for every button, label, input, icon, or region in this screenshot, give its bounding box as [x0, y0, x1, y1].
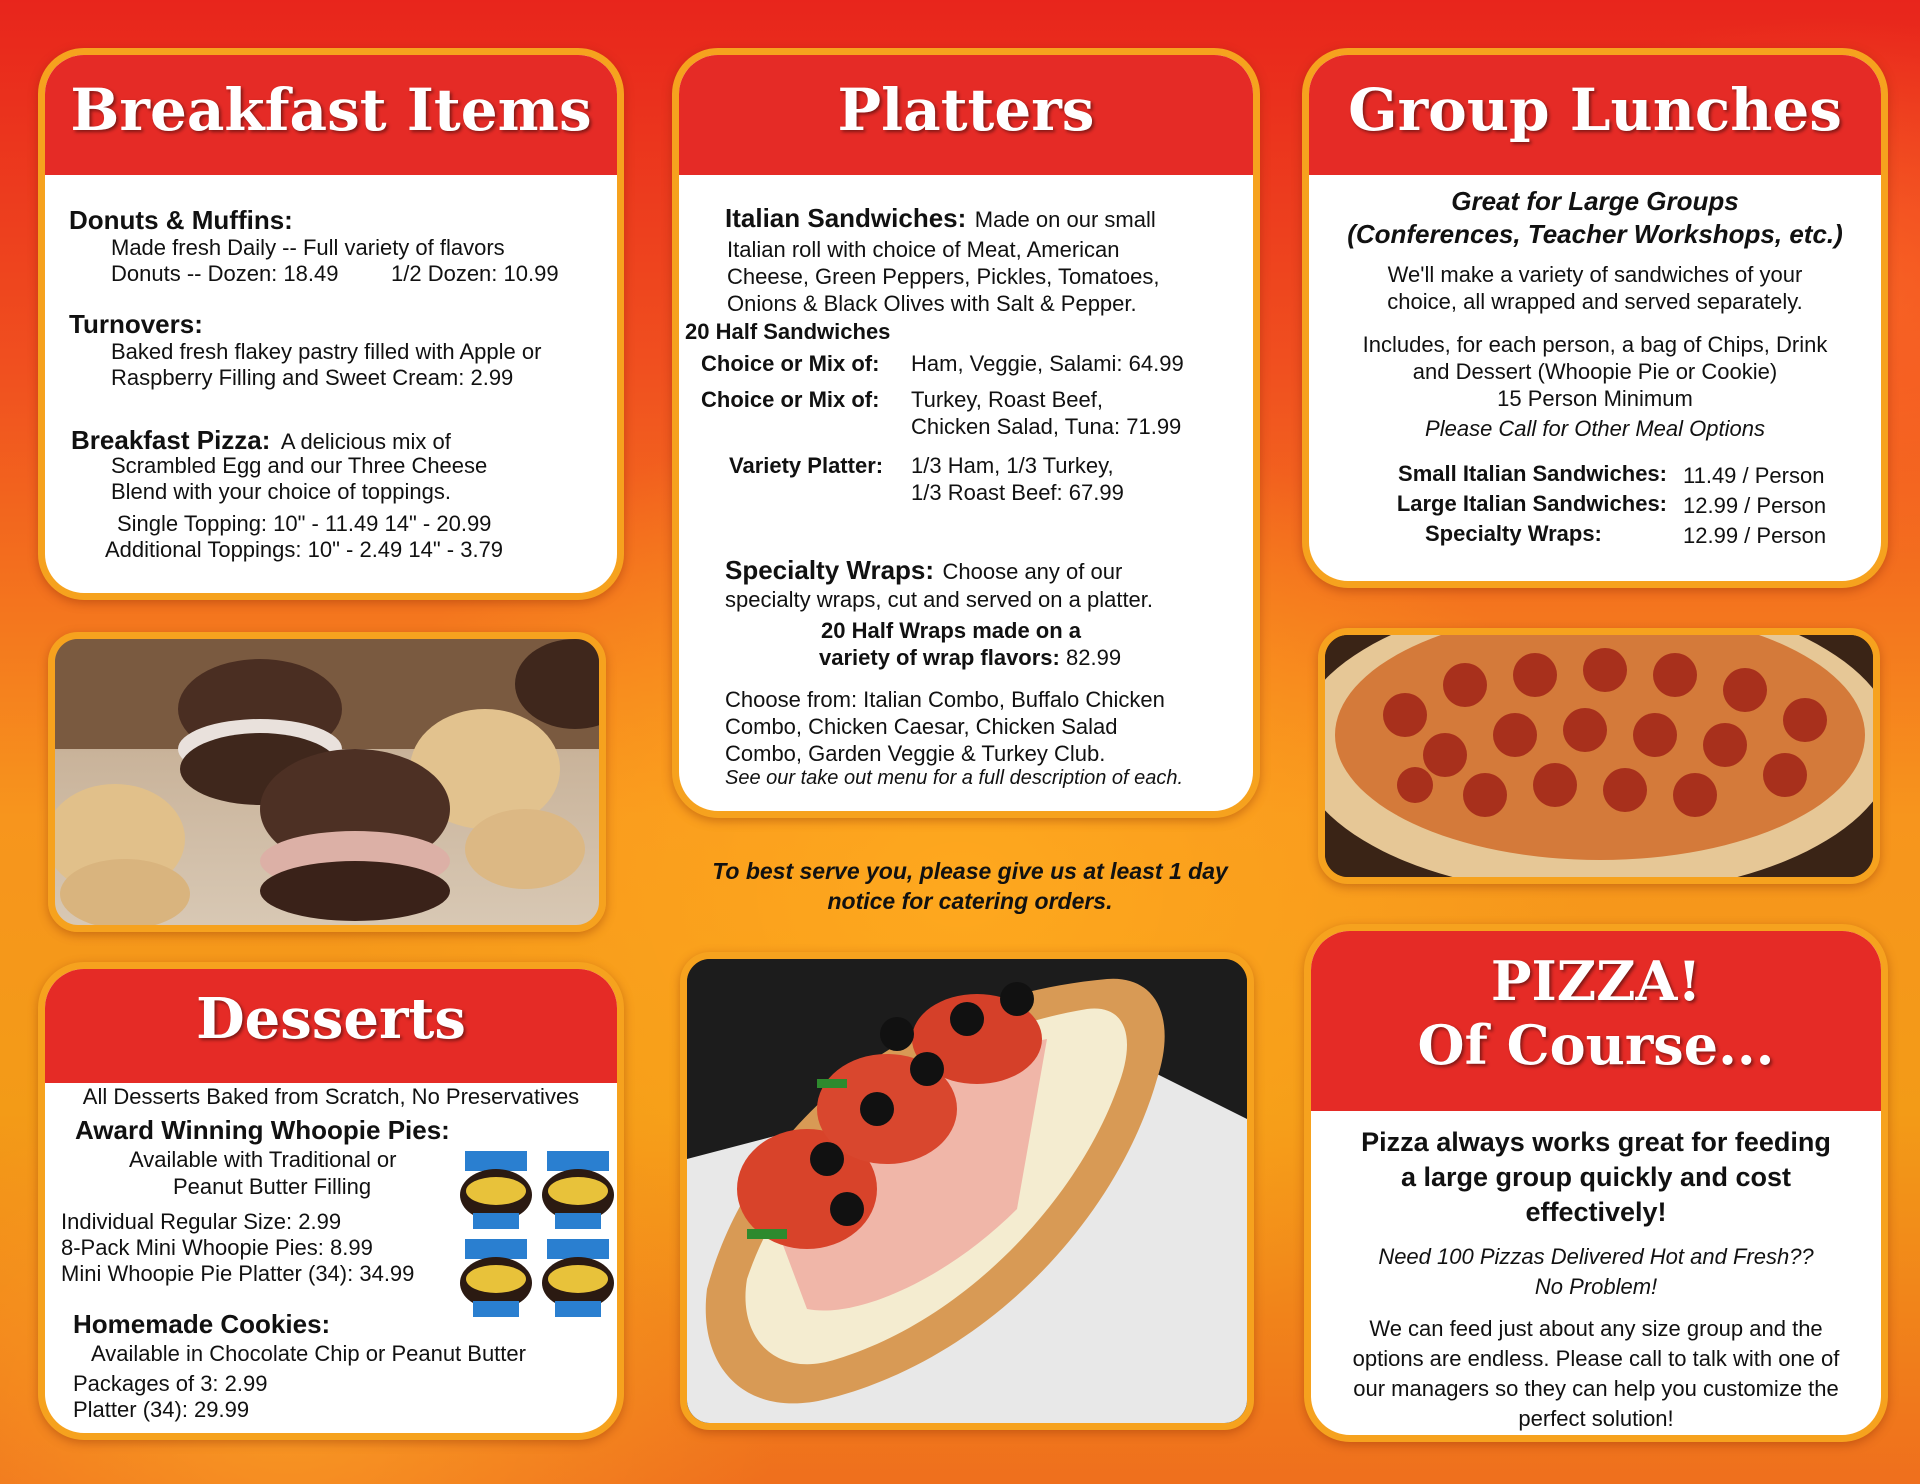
choice1-value: Ham, Veggie, Salami: 64.99 [911, 351, 1184, 376]
italian-line4: Onions & Black Olives with Salt & Pepper. [727, 291, 1137, 316]
choice2-value2: Chicken Salad, Tuna: 71.99 [911, 414, 1182, 439]
breakfast-title: Breakfast Items [45, 55, 617, 175]
group-price-value-1: 12.99 / Person [1683, 493, 1827, 518]
breakfast-pizza-line3: Blend with your choice of toppings. [111, 479, 451, 504]
group-desc1: We'll make a variety of sandwiches of your [1387, 262, 1803, 287]
italian-line2: Italian roll with choice of Meat, American [727, 237, 1120, 262]
whoopie-price2: 8-Pack Mini Whoopie Pies: 8.99 [61, 1235, 373, 1260]
wraps-bold2: variety of wrap flavors: [819, 645, 1060, 670]
sandwich-photo [680, 952, 1254, 1430]
platters-title: Platters [679, 55, 1253, 175]
pizza-bold2: a large group quickly and cost [1400, 1162, 1792, 1192]
variety-value1: 1/3 Ham, 1/3 Turkey, [911, 453, 1114, 478]
sandwich-illustration [687, 959, 1247, 1423]
wraps-price-line [819, 645, 1121, 671]
whoopie-line2: Peanut Butter Filling [173, 1174, 372, 1199]
whoopie-festival-badge [541, 1151, 615, 1231]
cookies-heading: Homemade Cookies: [73, 1309, 331, 1339]
catering-notice-line2: notice for catering orders. [827, 888, 1113, 914]
whoopie-festival-badge [541, 1239, 615, 1319]
donuts-half-dozen-price: 1/2 Dozen: 10.99 [391, 261, 559, 286]
breakfast-pizza-heading: Breakfast Pizza: [71, 425, 271, 455]
cookies-illustration [55, 639, 599, 925]
wraps-bold1: 20 Half Wraps made on a [821, 618, 1082, 643]
pizza-title [1311, 931, 1881, 1111]
group-subtitle1: Great for Large Groups [1451, 186, 1739, 216]
group-subtitle2: (Conferences, Teacher Workshops, etc.) [1347, 219, 1843, 249]
pizza-bold3: effectively! [1525, 1197, 1667, 1227]
breakfast-pizza-line2: Scrambled Egg and our Three Cheese [111, 453, 488, 478]
half-sandwiches-heading: 20 Half Sandwiches [685, 319, 891, 344]
desserts-panel [38, 962, 624, 1440]
wraps-intro [725, 555, 1122, 586]
turnovers-line2: Raspberry Filling and Sweet Cream: 2.99 [111, 365, 514, 390]
breakfast-panel [38, 48, 624, 600]
breakfast-pizza-single-price: Single Topping: 10" - 11.49 14" - 20.99 [117, 511, 492, 536]
pizza-body1: We can feed just about any size group and the [1369, 1316, 1823, 1341]
pizza-title1: PIZZA! [1490, 949, 1702, 1013]
pizza-body4: perfect solution! [1518, 1406, 1674, 1431]
variety-label: Variety Platter: [729, 453, 884, 478]
group-incl2: and Dessert (Whoopie Pie or Cookie) [1412, 359, 1778, 384]
italian-heading: Italian Sandwiches: [725, 203, 967, 233]
desserts-title: Desserts [45, 969, 617, 1083]
desserts-intro: All Desserts Baked from Scratch, No Preservatives [82, 1084, 580, 1109]
choose-line2: Combo, Chicken Caesar, Chicken Salad [725, 714, 1118, 739]
pizza-ital1: Need 100 Pizzas Delivered Hot and Fresh?? [1378, 1244, 1814, 1269]
donuts-heading: Donuts & Muffins: [69, 205, 293, 235]
group-incl3: 15 Person Minimum [1497, 386, 1693, 411]
italian-line1: Made on our small [974, 207, 1156, 232]
breakfast-pizza-intro [71, 425, 451, 456]
group-price-value-2: 12.99 / Person [1683, 523, 1827, 548]
group-desc2: choice, all wrapped and served separately. [1387, 289, 1803, 314]
platters-panel [672, 48, 1260, 818]
whoopie-heading: Award Winning Whoopie Pies: [75, 1115, 450, 1145]
choice2-value1: Turkey, Roast Beef, [911, 387, 1103, 412]
group-price-value-0: 11.49 / Person [1683, 463, 1825, 488]
group-price-label-1: Large Italian Sandwiches: [1396, 491, 1667, 516]
whoopie-festival-badge [459, 1151, 533, 1231]
cookies-line1: Available in Chocolate Chip or Peanut Butter [91, 1341, 526, 1366]
wraps-price: 82.99 [1066, 645, 1122, 670]
donuts-line1: Made fresh Daily -- Full variety of flavors [111, 235, 505, 260]
turnovers-heading: Turnovers: [69, 309, 203, 339]
pizza-bold1: Pizza always works great for feeding [1361, 1127, 1831, 1157]
pizza-panel [1304, 924, 1888, 1442]
wraps-line2: specialty wraps, cut and served on a platter. [725, 587, 1154, 612]
pizza-body2: options are endless. Please call to talk with one of [1352, 1346, 1840, 1371]
italian-intro [725, 203, 1156, 234]
donuts-dozen-price: Donuts -- Dozen: 18.49 [111, 261, 339, 286]
cookies-whoopie-photo [48, 632, 606, 932]
wraps-line1: Choose any of our [942, 559, 1123, 584]
pizza-title2: Of Course... [1417, 1013, 1775, 1077]
wraps-heading: Specialty Wraps: [725, 555, 935, 585]
pepperoni-pizza-photo [1318, 628, 1880, 884]
italian-line3: Cheese, Green Peppers, Pickles, Tomatoes, [727, 264, 1160, 289]
cookies-price1: Packages of 3: 2.99 [73, 1371, 268, 1396]
breakfast-pizza-line1: A delicious mix of [280, 429, 451, 454]
group-incl1: Includes, for each person, a bag of Chips, Drink [1362, 332, 1828, 357]
group-lunches-panel [1302, 48, 1888, 588]
choose-line3: Combo, Garden Veggie & Turkey Club. [725, 741, 1106, 766]
choice1-label: Choice or Mix of: [701, 351, 880, 376]
group-lunches-title: Group Lunches [1309, 55, 1881, 175]
group-price-label-0: Small Italian Sandwiches: [1398, 461, 1667, 486]
pizza-illustration [1325, 635, 1873, 877]
whoopie-festival-badge [459, 1239, 533, 1319]
pizza-body3: our managers so they can help you customize the [1353, 1376, 1839, 1401]
choose-note: See our take out menu for a full description of each. [725, 767, 1184, 789]
cookies-price2: Platter (34): 29.99 [73, 1397, 250, 1422]
catering-notice-line1: To best serve you, please give us at least 1 day [712, 858, 1228, 884]
catering-notice [660, 856, 1280, 916]
variety-value2: 1/3 Roast Beef: 67.99 [911, 480, 1124, 505]
group-price-label-2: Specialty Wraps: [1425, 521, 1602, 546]
pizza-body [1311, 1125, 1881, 1434]
choose-line1: Choose from: Italian Combo, Buffalo Chicken [725, 687, 1165, 712]
choice2-label: Choice or Mix of: [701, 387, 880, 412]
breakfast-pizza-additional-price: Additional Toppings: 10" - 2.49 14" - 3.79 [105, 537, 504, 562]
whoopie-price3: Mini Whoopie Pie Platter (34): 34.99 [61, 1261, 415, 1286]
whoopie-price1: Individual Regular Size: 2.99 [61, 1209, 342, 1234]
group-call: Please Call for Other Meal Options [1425, 416, 1765, 441]
group-subtitle [1309, 185, 1881, 442]
whoopie-line1: Available with Traditional or [129, 1147, 397, 1172]
pizza-ital2: No Problem! [1534, 1274, 1658, 1299]
turnovers-line1: Baked fresh flakey pastry filled with Apple or [111, 339, 542, 364]
